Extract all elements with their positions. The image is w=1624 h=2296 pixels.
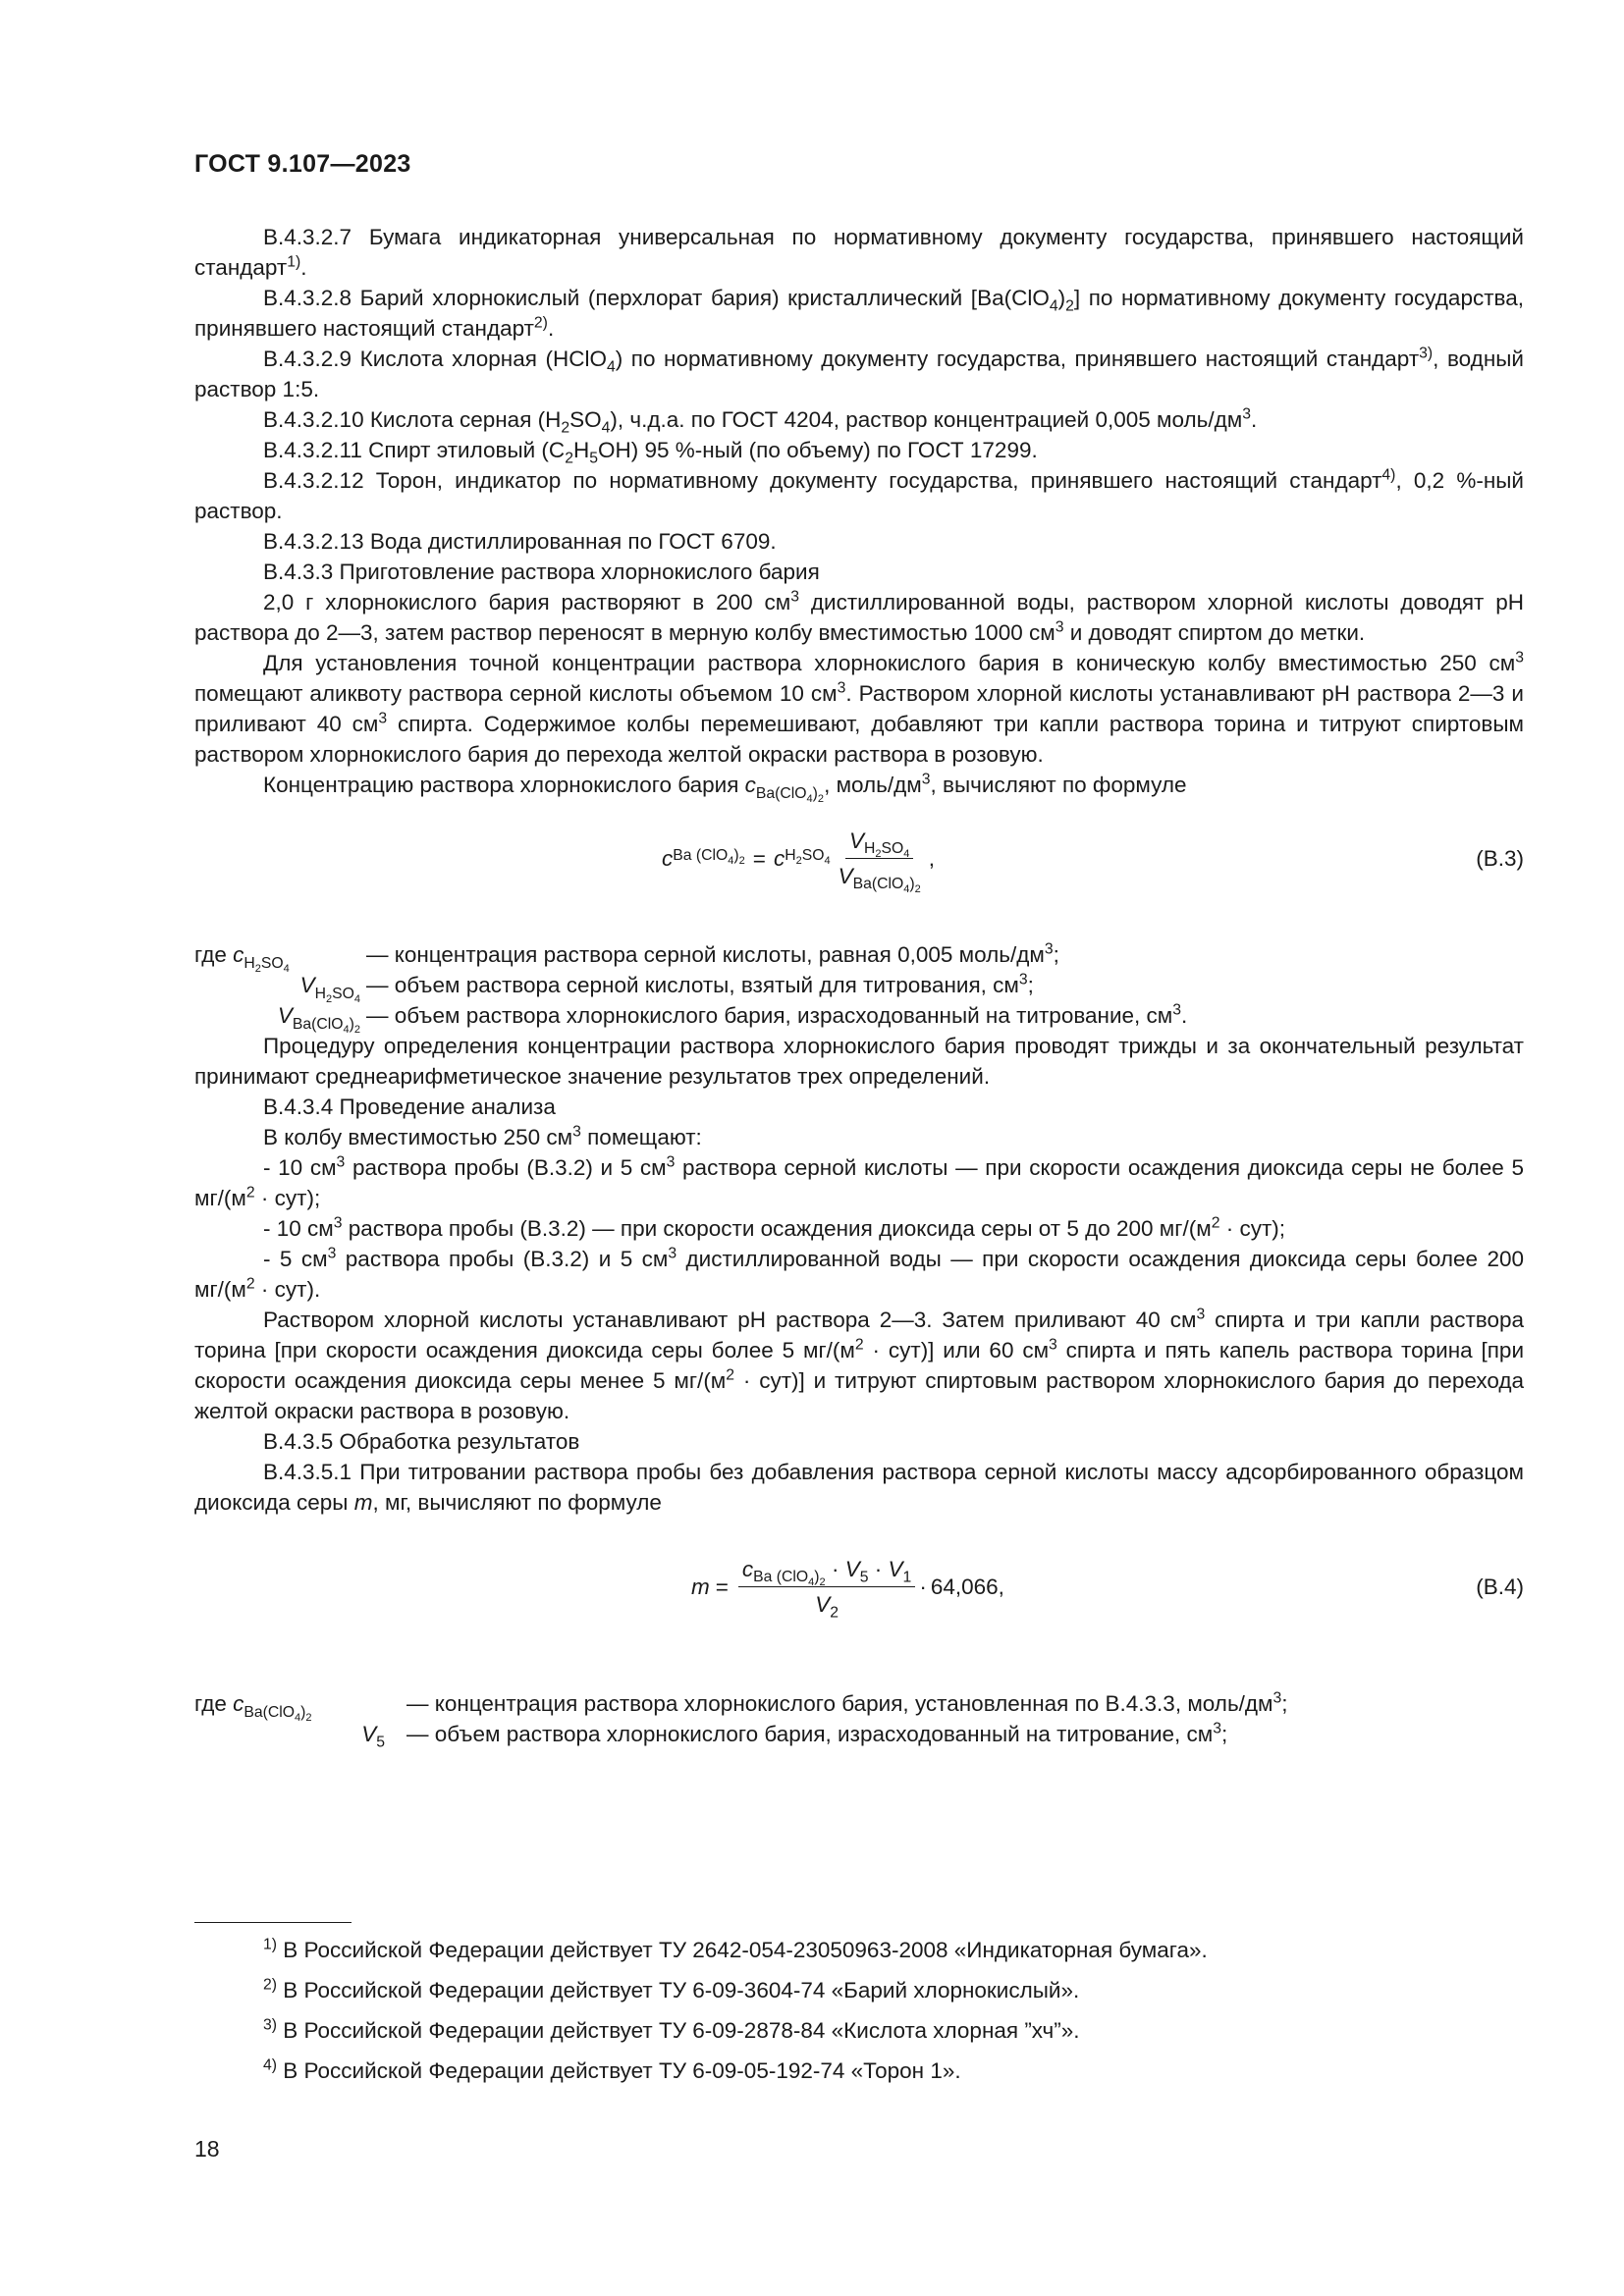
where-row: где $c_{H_2SO_4}$ — концентрация раствора серной кислоты, равная 0,005 моль/$дм^3$; [194,940,1059,975]
procedure-paragraph: Процедуру определения концентрации раствора хлорнокислого бария проводят трижды и за окончательный результат принимают среднеарифметическое значение результатов трех определений. [194,1034,1524,1089]
formula-b4-number: (В.4) [1476,1574,1524,1599]
where-row: где $c_{Ba(ClO_4)_2}$ — концентрация раствора хлорнокислого бария, установленная по В.4.3.3, моль/$дм^3$; [194,1689,1288,1724]
prep-paragraph: 2,0 г хлорнокислого бария растворяют в 200 $см^3$ дистиллированной воды, раствором хлорной кислоты доводят pH раствора до 2—3, затем раствор переносят в мерную колбу вместимостью 1000 $см^3$ и доводят спиртом до метки. [194,588,1524,645]
formula-b4 [194,1537,1524,1635]
footnotes [194,1922,1524,2096]
list-item: - 10 $см^3$ раствора пробы (В.3.2) — при скорости осаждения диоксида серы от 5 до 200 $мг/(м^2 \cdot сут)$; [263,1214,1286,1241]
where-row: $V_5$ — объем раствора хлорнокислого бария, израсходованный на титрование, $см^3$; [361,1720,1228,1751]
footnote: $^{4)}$ В Российской Федерации действует ТУ 6-09-05-192-74 «Торон 1». [263,2056,961,2083]
footnote-divider [194,1922,352,1923]
footnote-ref: 1) [287,253,301,271]
document-code-header: ГОСТ 9.107—2023 [194,150,411,178]
list-item: - 10 $см^3$ раствора пробы (В.3.2) и 5 $см^3$ раствора серной кислоты — при скорости осаждения диоксида серы не более 5 $мг/(м^2 \cdot сут)$; [194,1153,1524,1210]
clause-b43-2-11: В.4.3.2.11 Спирт этиловый $(C_2H_5OH)$ 95 %-ный (по объему) по ГОСТ 17299. [263,438,1038,467]
where-row: $V_{Ba(ClO_4)_2}$ — объем раствора хлорнокислого бария, израсходованный на титрование, $см^3$. [277,1001,1188,1036]
formula-b3-number: (В.3) [1476,845,1524,871]
fraction: $\frac{c_{Ba (ClO_4)_2} \cdot V_5 \cdot V_1}{V_2}$ [738,1554,915,1620]
clause-b43-3-heading: В.4.3.3 Приготовление раствора хлорнокислого бария [263,560,820,584]
formula-b4-expression: m = $\frac{c_{Ba (ClO_4)_2} \cdot V_5 \cdot V_1}{V_2}$ · 64,066, [691,1537,1004,1635]
where-block-1 [194,939,1524,1036]
clause-b43-2-9: В.4.3.2.9 Кислота хлорная (HClO$_4$) по нормативному документу государства, принявшего настоящий стандарт$^{3)}$, водный раствор 1:5. [194,345,1524,401]
clause-b43-2-10: В.4.3.2.10 Кислота серная $(H_2SO_4)$, ч.д.а. по ГОСТ 4204, раствор концентрацией 0,005 моль/$дм^3$. [263,405,1258,437]
clause-b43-5-heading: В.4.3.5 Обработка результатов [263,1429,580,1454]
footnote: $^{2)}$ В Российской Федерации действует ТУ 6-09-3604-74 «Барий хлорнокислый». [263,1976,1080,2002]
where-block-2 [194,1688,1524,1749]
footnote-ref: 4) [1381,466,1396,484]
main-body [194,222,1524,1749]
analysis-intro: В колбу вместимостью 250 $см^3$ помещают: [263,1123,702,1149]
page-number: 18 [194,2136,220,2162]
formula-b3 [194,814,1524,902]
calc-intro: Концентрацию раствора хлорнокислого бария $c_{Ba(ClO_4)_2}$, моль/$дм^3$, вычисляют по формуле [263,771,1187,805]
clause-b43-2-13: В.4.3.2.13 Вода дистиллированная по ГОСТ 6709. [263,529,777,554]
footnote-ref: 2) [533,314,548,332]
where-row: $V_{H_2SO_4}$ — объем раствора серной кислоты, взятый для титрования, $см^3$; [299,971,1034,1005]
footnote-ref: 3) [1419,345,1434,362]
clause-b43-2-12: В.4.3.2.12 Торон, индикатор по нормативному документу государства, принявшего настоящий стандарт$^{4)}$, 0,2 %-ный раствор. [194,466,1524,523]
clause-b43-5-1: В.4.3.5.1 При титровании раствора пробы без добавления раствора серной кислоты массу адсорбированного образцом диоксида серы m, мг, вычисляют по формуле [194,1460,1524,1515]
concentration-paragraph: Для установления точной концентрации раствора хлорнокислого бария в коническую колбу вместимостью 250 $см^3$ помещают аликвоту раствора серной кислоты объемом 10 $см^3$. Раствором хлорной кислоты устанавливают pH раствора 2—3 и приливают 40 $см^3$ спирта. Содержимое колбы перемешивают, добавляют три капли раствора торина и титруют спиртовым раствором хлорнокислого бария до перехода желтой окраски раствора в розовую. [194,649,1524,767]
list-item: - 5 $см^3$ раствора пробы (В.3.2) и 5 $см^3$ дистиллированной воды — при скорости осаждения диоксида серы более 200 $мг/(м^2 \cdot сут)$. [194,1245,1524,1302]
fraction: $\frac{V_{H_2SO_4}}{V_{Ba(ClO_4)_2}}$ [835,826,925,891]
clause-b43-4-heading: В.4.3.4 Проведение анализа [263,1095,556,1119]
formula-b3-expression: c Ba $(ClO_4)_2$ = c $H_2SO_4$ $\frac{V_{H_2SO_4}}{V_{Ba(ClO_4)_2}}$ , [662,814,935,902]
clause-b43-2-7: В.4.3.2.7 Бумага индикаторная универсальная по нормативному документу государства, принявшего настоящий стандарт$^{1)}$. [194,225,1524,280]
clause-b43-2-8: В.4.3.2.8 Барий хлорнокислый (перхлорат бария) кристаллический $[Ba(ClO_4)_2]$ по нормативному документу государства, принявшего настоящий стандарт$^{2)}$. [194,286,1524,341]
footnote: $^{1)}$ В Российской Федерации действует ТУ 2642-054-23050963-2008 «Индикаторная бумага». [263,1936,1208,1962]
footnote: $^{3)}$ В Российской Федерации действует ТУ 6-09-2878-84 «Кислота хлорная ”хч”». [263,2016,1080,2043]
ph-paragraph: Раствором хлорной кислоты устанавливают pH раствора 2—3. Затем приливают 40 $см^3$ спирта и три капли раствора торина [при скорости осаждения диоксида серы более 5 $мг/(м^2 \cdot сут)$] или 60 $см^3$ спирта и пять капель раствора торина [при скорости осаждения диоксида серы менее 5 $мг/(м^2 \cdot сут)$] и титруют спиртовым раствором хлорнокислого бария до перехода желтой окраски раствора в розовую. [194,1306,1525,1423]
